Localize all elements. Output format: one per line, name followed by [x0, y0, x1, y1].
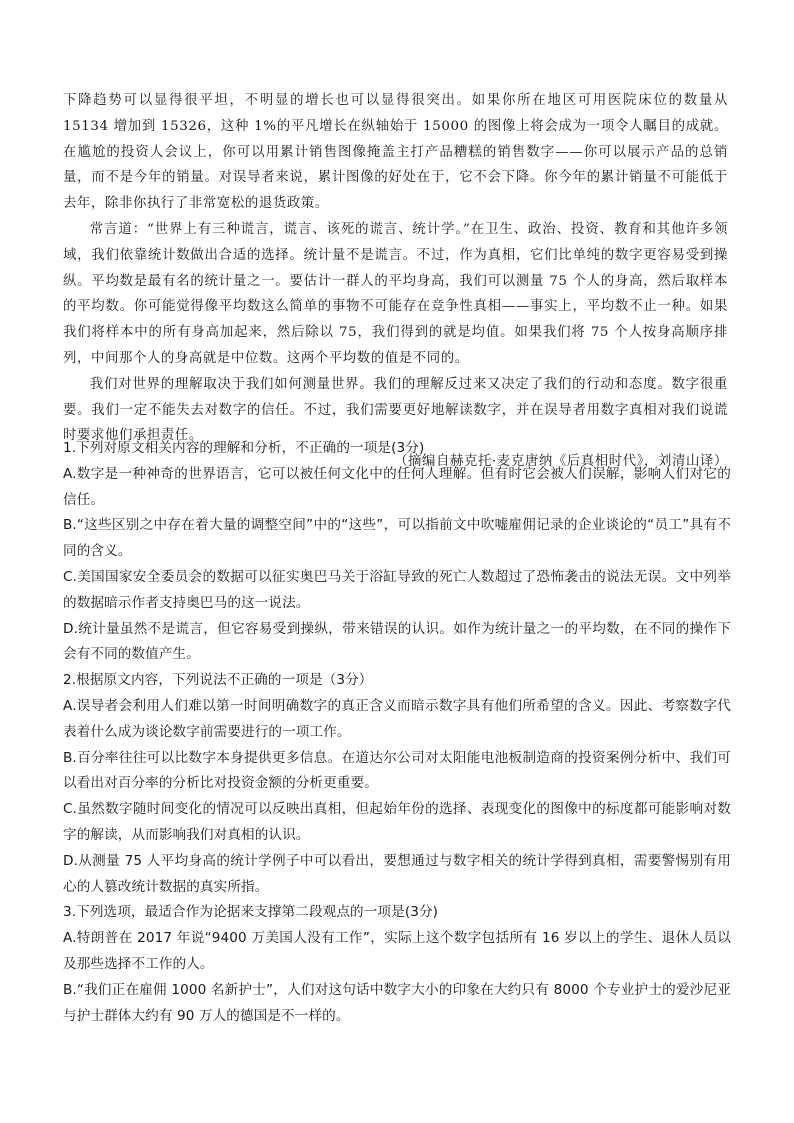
reading-passage: [63, 88, 728, 475]
passage-paragraph: 下降趋势可以显得很平坦，不明显的增长也可以显得很突出。如果你所在地区可用医院床位的数量从 15134 增加到 15326，这种 1%的平凡增长在纵轴始于 15000 的图像上将会成为一项令人瞩目的成就。在尴尬的投资人会议上，你可以用累计销售图像掩盖主打产品糟糕的销售数字——你可以展示产品的总销量，而不是今年的销量。对误导者来说，累计图像的好处在于，它不会下降。你今年的累计销量不可能低于去年，除非你执行了非常宽松的退货政策。: [63, 93, 728, 212]
passage-source: （摘编自赫克托·麦克唐纳《后真相时代》，刘清山译）: [394, 454, 728, 470]
answer-option: D.从测量 75 人平均身高的统计学例子中可以看出，要想通过与数字相关的统计学得到真相，需要警惕别有用心的人篡改统计数据的真实所指。: [63, 852, 731, 895]
answer-option: C.虽然数字随时间变化的情况可以反映出真相，但起始年份的选择、表现变化的图像中的标度都可能影响对数字的解读，从而影响我们对真相的认识。: [63, 801, 731, 843]
answer-option: A.特朗普在 2017 年说“9400 万美国人没有工作”，实际上这个数字包括所有 16 岁以上的学生、退休人员以及那些选择不工作的人。: [63, 930, 731, 972]
question-section: [63, 436, 731, 1029]
answer-option: B.百分率往往可以比数字本身提供更多信息。在道达尔公司对太阳能电池板制造商的投资案例分析中、我们可以看出对百分率的分析比对投资金额的分析更重要。: [63, 749, 731, 792]
answer-option: A.数字是一种神奇的世界语言，它可以被任何文化中的任何人理解。但有时它会被人们误解，影响人们对它的信任。: [63, 465, 731, 508]
passage-paragraph: 我们对世界的理解取决于我们如何测量世界。我们的理解反过来又决定了我们的行动和态度。数字很重要。我们一定不能失去对数字的信任。不过，我们需要更好地解读数字，并在误导者用数字真相对我们说谎时要求他们承担责任。: [63, 376, 728, 444]
answer-option: A.误导者会利用人们难以第一时间明确数字的真正含义而暗示数字具有他们所希望的含义。因此、考察数字代表着什么成为谈论数字前需要进行的一项工作。: [63, 697, 731, 740]
question-stem: 1.下列对原文相关内容的理解和分析，不正确的一项是(3分): [63, 440, 425, 456]
question-stem: 3.下列选项，最适合作为论据来支撑第二段观点的一项是(3分): [63, 904, 439, 921]
answer-option: B.“我们正在雇佣 1000 名新护士”，人们对这句话中数字大小的印象在大约只有 8000 个专业护士的爱沙尼亚与护士群体大约有 90 万人的德国是不一样的。: [63, 981, 731, 1024]
question-stem: 2.根据原文内容，下列说法不正确的一项是（3分）: [63, 672, 373, 689]
answer-option: B.“这些区别之中存在着大量的调整空间”中的“这些”，可以指前文中吹嘘雇佣记录的企业谈论的“员工”具有不同的含义。: [63, 517, 731, 560]
answer-option: D.统计量虽然不是谎言，但它容易受到操纵，带来错误的认识。如作为统计量之一的平均数，在不同的操作下会有不同的数值产生。: [63, 620, 731, 663]
passage-paragraph: 常言道：“世界上有三种谎言，谎言、该死的谎言、统计学。”在卫生、政治、投资、教育和其他许多领域，我们依靠统计数做出合适的选择。统计量不是谎言。不过，作为真相，它们比单纯的数字更容易受到操纵。平均数是最有名的统计量之一。要估计一群人的平均身高，我们可以测量 75 个人的身高，然后取样本的平均数。你可能觉得像平均数这么简单的事物不可能存在竞争性真相——事实上，平均数不止一种。如果我们将样本中的所有身高加起来，然后除以 75，我们得到的就是均值。如果我们将 75 个人按身高顺序排列，中间那个人的身高就是中位数。这两个平均数的值是不同的。: [63, 221, 728, 366]
answer-option: C.美国国家安全委员会的数据可以征实奥巴马关于浴缸导致的死亡人数超过了恐怖袭击的说法无误。文中列举的数据暗示作者支持奥巴马的这一说法。: [63, 568, 731, 611]
